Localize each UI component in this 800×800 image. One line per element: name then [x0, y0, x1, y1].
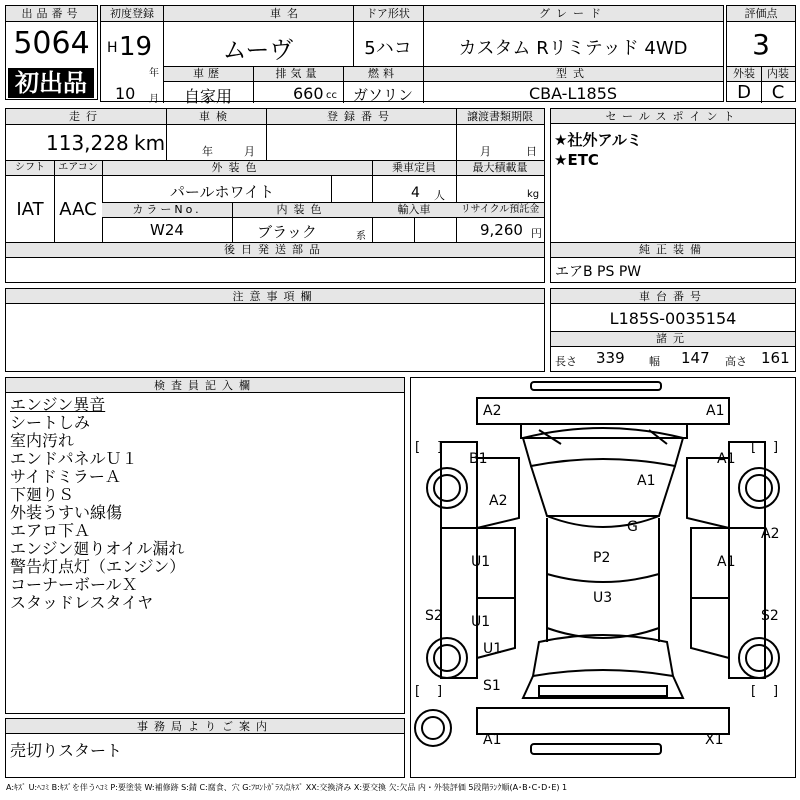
recycle-unit: 円 [531, 227, 542, 240]
legend: A:ｷｽﾞ U:ﾍｺﾐ B:ｷｽﾞを伴うﾍｺﾐ P:要塗装 W:補修跡 S:錆 C:腐食、穴 G:ﾌﾛﾝﾄｶﾞﾗｽ点ｷｽﾞ XX:交換済み X:要交換 欠:欠品 内・外装評価 5段階ﾗﾝｸ順(A･B･C･D･E) 1 [6, 783, 568, 792]
lot-number-box [5, 5, 98, 100]
length: 339 [596, 349, 625, 367]
spec-label: 諸元 [656, 332, 690, 345]
mark-right-quarter: S2 [761, 608, 779, 624]
history: 自家用 [183, 87, 232, 106]
mark-rear-left: A1 [483, 732, 502, 748]
color-no-label: カラーNo. [132, 203, 202, 216]
equipment-label: 純正装備 [639, 243, 707, 256]
svg-text:[: [ [751, 684, 757, 699]
equipment: エアB PS PW [555, 264, 642, 280]
shift: IAT [16, 199, 44, 220]
lot-number: 5064 [13, 26, 90, 61]
capacity: 4 [411, 185, 420, 201]
mark-center: P2 [593, 550, 611, 566]
ac: AAC [59, 199, 97, 220]
svg-text:[: [ [415, 440, 421, 455]
int-label: 内装 [767, 67, 789, 80]
office-note: 売切りスタート [10, 741, 123, 760]
displacement-label: 排気量 [275, 67, 321, 80]
inspector-item: サイドミラーＡ [10, 467, 121, 486]
score: 3 [752, 28, 770, 61]
sales-point-2: ★ETC [554, 151, 599, 169]
exterior-color: パールホワイト [169, 183, 275, 201]
insp-month-unit: 月 [244, 145, 255, 158]
mark-left-fender: B1 [469, 451, 488, 467]
inspector-item: 下廻りＳ [10, 485, 75, 504]
inspector-box [5, 377, 405, 714]
inspector-item: エンドパネルＵ１ [10, 449, 138, 468]
svg-text:]: ] [773, 684, 779, 699]
office-box [5, 718, 405, 778]
int-grade: C [771, 82, 785, 103]
mark-front-right: A1 [706, 403, 725, 419]
mileage: 113,228 [46, 131, 129, 155]
height-label: 高さ [725, 355, 747, 368]
load-unit: kg [527, 189, 540, 200]
inspector-item: エンジン異音 [10, 395, 106, 414]
max-load-label: 最大積載量 [472, 161, 528, 174]
exterior-color-label: 外装色 [211, 161, 263, 174]
ac-label: エアコン [58, 162, 98, 173]
displacement-unit: cc [326, 90, 337, 101]
sales-point-1: ★社外アルミ [554, 131, 642, 149]
mark-right-front-door: A1 [717, 554, 736, 570]
model: CBA-L185S [528, 84, 618, 103]
chassis-number: L185S-0035154 [609, 309, 737, 328]
insp-year-unit: 年 [202, 145, 213, 158]
reg-month: 10 [115, 84, 136, 103]
inspector-item: 外装うすい線傷 [10, 503, 123, 522]
year-unit: 年 [149, 68, 159, 79]
score-box [726, 5, 796, 102]
chassis-label: 車台番号 [551, 289, 795, 304]
import-label: 輸入車 [397, 203, 431, 216]
month-unit: 月 [149, 94, 159, 105]
first-listing-badge: 初出品 [8, 68, 94, 98]
inspector-item: コーナーボールＸ [10, 575, 138, 594]
shift-label: シフト [15, 162, 45, 173]
ext-label: 外装 [733, 67, 755, 80]
mark-tailgate: U1 [483, 641, 503, 657]
capacity-unit: 人 [434, 189, 445, 202]
transfer-doc-label: 譲渡書類期限 [467, 110, 533, 123]
inspector-label: 検査員記入欄 [6, 378, 404, 393]
car-name: ムーヴ [222, 36, 294, 64]
mark-rear-lower: S1 [483, 678, 501, 694]
interior-color-unit: 系 [356, 231, 366, 242]
mark-front-left: A2 [483, 403, 502, 419]
svg-text:]: ] [773, 440, 779, 455]
color-no: W24 [150, 221, 184, 239]
recycle-fee: 9,260 [480, 221, 523, 239]
mark-rear-right: X1 [705, 732, 724, 748]
mileage-label: 走行 [69, 110, 103, 123]
first-reg-label: 初度登録 [110, 7, 154, 20]
notes-box [5, 288, 545, 372]
inspector-item: エンジン廻りオイル漏れ [10, 539, 185, 558]
lot-number-label: 出品番号 [6, 6, 97, 22]
height: 161 [761, 349, 790, 367]
interior-color-label: 内装色 [276, 203, 328, 216]
interior-color: ブラック [257, 223, 317, 241]
car-name-label: 車名 [270, 7, 304, 20]
inspector-item: スタッドレスタイヤ [10, 593, 154, 612]
inspector-item: エアロ下Ａ [10, 521, 91, 540]
mark-left-front-door-top: A2 [489, 493, 508, 509]
mark-left-quarter: S2 [425, 608, 443, 624]
svg-text:[: [ [415, 684, 421, 699]
car-outline [411, 378, 795, 777]
reg-year: 19 [119, 32, 153, 62]
width: 147 [681, 349, 710, 367]
mark-right-side-front: A2 [761, 526, 780, 542]
era: H [107, 40, 118, 56]
model-label: 型式 [556, 67, 590, 80]
mark-hood: A1 [637, 473, 656, 489]
later-parts-label: 後日発送部品 [224, 243, 326, 256]
mark-right-fender: A1 [717, 451, 736, 467]
inspector-item: 室内汚れ [10, 431, 75, 450]
inspection-label: 車検 [199, 110, 233, 123]
reg-no-label: 登録番号 [327, 110, 395, 123]
fuel-label: 燃料 [368, 67, 398, 80]
transfer-month-unit: 月 [480, 145, 491, 158]
svg-text:]: ] [437, 684, 443, 699]
length-label: 長さ [555, 355, 577, 368]
ext-grade: D [737, 82, 751, 103]
inspector-item: 警告灯点灯（エンジン） [10, 557, 186, 576]
history-label: 車歴 [193, 67, 223, 80]
capacity-label: 乗車定員 [392, 161, 436, 174]
displacement: 660 [293, 84, 324, 103]
mark-roof: G [627, 519, 638, 535]
door-label: ドア形状 [366, 7, 410, 20]
grade-label: グレード [539, 7, 607, 20]
fuel: ガソリン [352, 86, 413, 104]
inspector-item: シートしみ [10, 413, 91, 432]
vehicle-detail-box [5, 108, 545, 283]
notes-label: 注意事項欄 [6, 289, 544, 304]
chassis-box [550, 288, 796, 372]
sales-point-label: セールスポイント [551, 109, 795, 124]
vehicle-info-box [100, 5, 724, 106]
mark-center-lower: U3 [593, 590, 613, 606]
mileage-unit: km [134, 131, 166, 155]
office-label: 事務局よりご案内 [6, 719, 404, 734]
score-label: 評価点 [727, 6, 795, 22]
svg-text:]: ] [437, 440, 443, 455]
sales-point-box [550, 108, 796, 283]
transfer-day-unit: 日 [526, 145, 537, 158]
damage-diagram [410, 377, 796, 778]
mark-left-front-door: U1 [471, 554, 491, 570]
width-label: 幅 [649, 355, 660, 368]
svg-text:[: [ [751, 440, 757, 455]
door-type: 5ハコ [364, 38, 412, 59]
grade: カスタム Rリミテッド 4WD [458, 38, 688, 59]
recycle-label: リサイクル預託金 [460, 204, 540, 215]
mark-left-rear-door: U1 [471, 614, 491, 630]
